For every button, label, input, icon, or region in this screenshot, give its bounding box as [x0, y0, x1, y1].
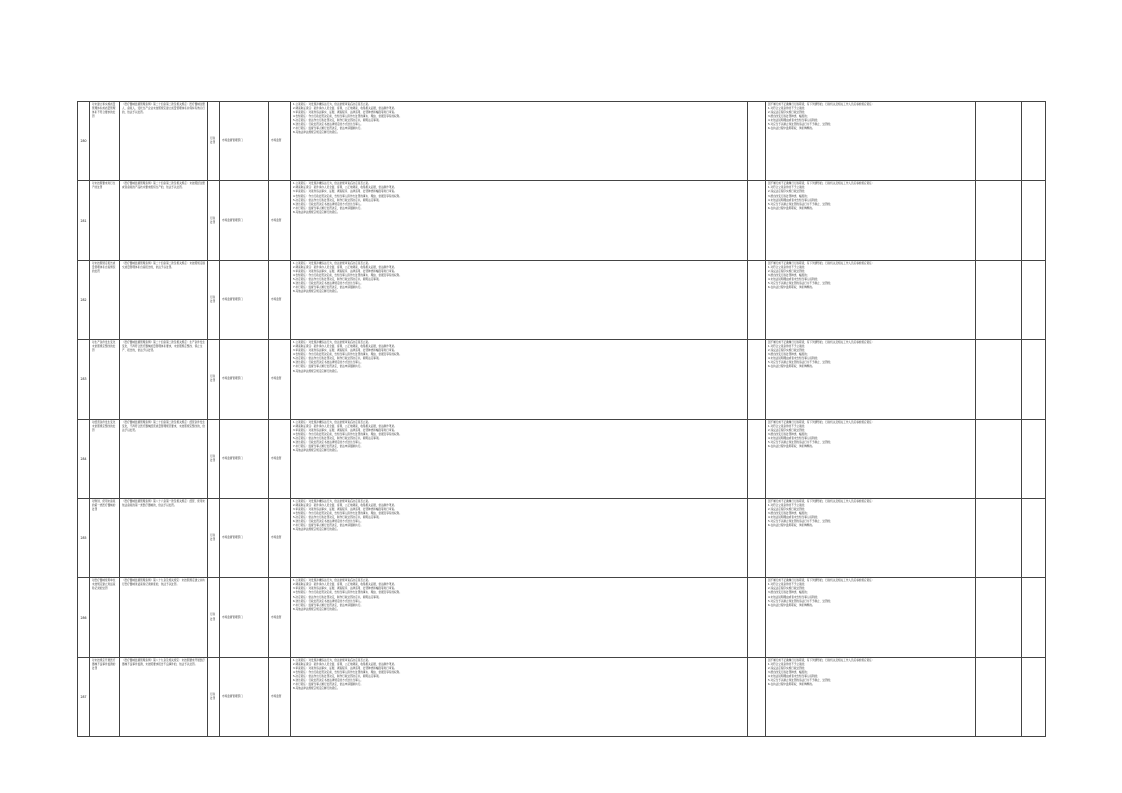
table-row	[78, 102, 1046, 181]
implementing-department	[220, 498, 269, 577]
responsibility-details-text: 1.立案责任：对发现涉嫌违法行为，依法依规审查后决定是否立案。 2.调查取证责任：案件承办人员全面、客观、公正地调查，收集相关证据，依法制作笔录。 3.审查责任：对案件违法事实、证据、调查程序、法律适用、处罚种类和幅度等进行审查。 4.告知责任：作出行政处罚决定前，告知当事人拟作出处罚的事实、理由、依据及享有的权利。 5.决定责任：依法作出行政处罚决定，制作行政处罚决定书，载明法定事项。 6.送达责任：行政处罚决定书按法律规定的方式送达当事人。 7.执行责任：监督当事人履行处罚决定，依法申请强制执行。 8.其他法律法规规章规定应履行的责任。	[293, 499, 402, 532]
spacer-cell	[748, 260, 766, 339]
accountability-details-text: 因不履行或不正确履行行政职责，有下列情形的，行政机关及相关工作人员应承担相应责任： 1.对符合立案条件的不予立案的； 2.违反法定程序实施行政处罚的； 3.擅自改变行政处罚种类、幅度的； 4.未依法说明理由或者未告知当事人权利的； 5.对应当予以制止和处罚的违法行为不予制止、处罚的； 6.在执法过程中滥用职权、徇私舞弊的。	[768, 261, 875, 290]
legal-basis	[120, 419, 208, 498]
item-name-text: 对未建立和实施质量管理体系或质量管理体系不符合要求的处罚	[92, 103, 116, 119]
responsibility-details-text: 1.立案责任：对发现涉嫌违法行为，依法依规审查后决定是否立案。 2.调查取证责任：案件承办人员全面、客观、公正地调查，收集相关证据，依法制作笔录。 3.审查责任：对案件违法事实、证据、调查程序、法律适用、处罚种类和幅度等进行审查。 4.告知责任：作出行政处罚决定前，告知当事人拟作出处罚的事实、理由、依据及享有的权利。 5.决定责任：依法作出行政处罚决定，制作行政处罚决定书，载明法定事项。 6.送达责任：行政处罚决定书按法律规定的方式送达当事人。 7.执行责任：监督当事人履行处罚决定，依法申请强制执行。 8.其他法律法规规章规定应履行的责任。	[293, 261, 402, 294]
item-category-text: 行政处罚	[210, 613, 216, 621]
implementing-department	[220, 657, 269, 736]
accountability-details	[766, 498, 976, 577]
spacer-cell	[748, 340, 766, 419]
extra-cell	[976, 260, 1022, 339]
item-category-text: 行政处罚	[210, 375, 216, 383]
responsibility-details	[291, 260, 748, 339]
legal-basis	[120, 498, 208, 577]
extra-cell	[976, 578, 1022, 657]
regulation-measure-text: 市场监管	[271, 139, 282, 143]
accountability-details-text: 因不履行或不正确履行行政职责，有下列情形的，行政机关及相关工作人员应承担相应责任： 1.对符合立案条件的不予立案的； 2.违反法定程序实施行政处罚的； 3.擅自改变行政处罚种类、幅度的； 4.未依法说明理由或者未告知当事人权利的； 5.对应当予以制止和处罚的违法行为不予制止、处罚的； 6.在执法过程中滥用职权、徇私舞弊的。	[768, 182, 875, 210]
item-category	[208, 498, 220, 577]
row-number	[78, 498, 90, 577]
remark-cell	[1022, 102, 1046, 181]
row-number-text: 283	[80, 377, 87, 382]
implementing-department	[220, 340, 269, 419]
table-row	[78, 498, 1046, 577]
item-category	[208, 102, 220, 181]
item-category	[208, 419, 220, 498]
item-name-text: 对医疗器械使用单位未按规定建立进货查验记录的处罚	[92, 579, 116, 591]
row-number-text: 284	[80, 456, 87, 461]
regulation-measure-text: 市场监管	[271, 218, 282, 222]
responsibility-details	[291, 340, 748, 419]
item-name	[90, 260, 120, 339]
item-name	[90, 419, 120, 498]
item-name	[90, 657, 120, 736]
implementing-department-text: 市场监督管理部门	[222, 615, 243, 619]
regulation-measure	[269, 419, 291, 498]
table-row	[78, 181, 1046, 260]
legal-basis-text: 《医疗器械监督管理条例》第二十四条第二款及相关规定：未按照规定提交质量管理体系自查报告的，依法予以处罚。	[122, 261, 205, 269]
item-name-text: 对未按照规定报告质量管理体系自查情况的处罚	[92, 261, 116, 273]
legal-basis	[120, 578, 208, 657]
table-row	[78, 578, 1046, 657]
implementing-department	[220, 419, 269, 498]
responsibility-table	[77, 101, 1046, 737]
row-number	[78, 419, 90, 498]
remark-cell	[1022, 498, 1046, 577]
item-category-text: 行政处罚	[210, 692, 216, 700]
accountability-details-text: 因不履行或不正确履行行政职责，有下列情形的，行政机关及相关工作人员应承担相应责任： 1.对符合立案条件的不予立案的； 2.违反法定程序实施行政处罚的； 3.擅自改变行政处罚种类、幅度的； 4.未依法说明理由或者未告知当事人权利的； 5.对应当予以制止和处罚的违法行为不予制止、处罚的； 6.在执法过程中滥用职权、徇私舞弊的。	[768, 103, 875, 131]
spacer-cell	[748, 102, 766, 181]
item-name-text: 对生产条件发生变化未依照规定整改的处罚	[92, 341, 116, 353]
row-number-text: 287	[80, 694, 87, 699]
accountability-details-text: 因不履行或不正确履行行政职责，有下列情形的，行政机关及相关工作人员应承担相应责任： 1.对符合立案条件的不予立案的； 2.违反法定程序实施行政处罚的； 3.擅自改变行政处罚种类、幅度的； 4.未依法说明理由或者未告知当事人权利的； 5.对应当予以制止和处罚的违法行为不予制止、处罚的； 6.在执法过程中滥用职权、徇私舞弊的。	[768, 579, 875, 607]
responsibility-details-text: 1.立案责任：对发现涉嫌违法行为，依法依规审查后决定是否立案。 2.调查取证责任：案件承办人员全面、客观、公正地调查，收集相关证据，依法制作笔录。 3.审查责任：对案件违法事实、证据、调查程序、法律适用、处罚种类和幅度等进行审查。 4.告知责任：作出行政处罚决定前，告知当事人拟作出处罚的事实、理由、依据及享有的权利。 5.决定责任：依法作出行政处罚决定，制作行政处罚决定书，载明法定事项。 6.送达责任：行政处罚决定书按法律规定的方式送达当事人。 7.执行责任：监督当事人履行处罚决定，依法申请强制执行。 8.其他法律法规规章规定应履行的责任。	[293, 103, 402, 135]
item-category	[208, 578, 220, 657]
responsibility-details	[291, 657, 748, 736]
extra-cell	[976, 181, 1022, 260]
implementing-department-text: 市场监督管理部门	[222, 297, 243, 301]
responsibility-details-text: 1.立案责任：对发现涉嫌违法行为，依法依规审查后决定是否立案。 2.调查取证责任：案件承办人员全面、客观、公正地调查，收集相关证据，依法制作笔录。 3.审查责任：对案件违法事实、证据、调查程序、法律适用、处罚种类和幅度等进行审查。 4.告知责任：作出行政处罚决定前，告知当事人拟作出处罚的事实、理由、依据及享有的权利。 5.决定责任：依法作出行政处罚决定，制作行政处罚决定书，载明法定事项。 6.送达责任：行政处罚决定书按法律规定的方式送达当事人。 7.执行责任：监督当事人履行处罚决定，依法申请强制执行。 8.其他法律法规规章规定应履行的责任。	[293, 341, 402, 373]
item-name	[90, 102, 120, 181]
item-category-text: 行政处罚	[210, 137, 216, 145]
item-category	[208, 340, 220, 419]
regulation-measure-text: 市场监管	[271, 694, 282, 698]
implementing-department	[220, 260, 269, 339]
responsibility-details-text: 1.立案责任：对发现涉嫌违法行为，依法依规审查后决定是否立案。 2.调查取证责任：案件承办人员全面、客观、公正地调查，收集相关证据，依法制作笔录。 3.审查责任：对案件违法事实、证据、调查程序、法律适用、处罚种类和幅度等进行审查。 4.告知责任：作出行政处罚决定前，告知当事人拟作出处罚的事实、理由、依据及享有的权利。 5.决定责任：依法作出行政处罚决定，制作行政处罚决定书，载明法定事项。 6.送达责任：行政处罚决定书按法律规定的方式送达当事人。 7.执行责任：监督当事人履行处罚决定，依法申请强制执行。 8.其他法律法规规章规定应履行的责任。	[293, 579, 402, 611]
item-name-text: 对未按照要求进行生产的处罚	[92, 182, 116, 190]
remark-cell	[1022, 260, 1046, 339]
accountability-details	[766, 578, 976, 657]
regulation-measure	[269, 102, 291, 181]
row-number	[78, 181, 90, 260]
row-number-text: 286	[80, 615, 87, 620]
table-row	[78, 340, 1046, 419]
spacer-cell	[748, 498, 766, 577]
regulation-measure	[269, 498, 291, 577]
accountability-details	[766, 181, 976, 260]
legal-basis	[120, 260, 208, 339]
implementing-department-text: 市场监督管理部门	[222, 218, 243, 222]
implementing-department	[220, 102, 269, 181]
row-number	[78, 260, 90, 339]
spacer-cell	[748, 578, 766, 657]
remark-cell	[1022, 419, 1046, 498]
row-number-text: 282	[80, 297, 87, 302]
extra-cell	[976, 498, 1022, 577]
legal-basis-text: 《医疗器械监督管理条例》第八十六条第一款及相关规定：经营、使用未依法备案的第一类医疗器械的，依法予以处罚。	[122, 499, 205, 507]
remark-cell	[1022, 657, 1046, 736]
implementing-department-text: 市场监督管理部门	[222, 694, 243, 698]
item-name	[90, 340, 120, 419]
regulation-measure-text: 市场监管	[271, 536, 282, 540]
remark-cell	[1022, 181, 1046, 260]
legal-basis-text: 《医疗器械监督管理条例》第八十九条及相关规定：未按照要求开展医疗器械不良事件监测，未按照要求报告不良事件的，依法予以处罚。	[122, 658, 205, 666]
accountability-details	[766, 657, 976, 736]
legal-basis-text: 《医疗器械监督管理条例》第八十九条及相关规定：未按照规定建立并执行医疗器械进货查验记录制度的，依法予以处罚。	[122, 579, 205, 587]
responsibility-details-text: 1.立案责任：对发现涉嫌违法行为，依法依规审查后决定是否立案。 2.调查取证责任：案件承办人员全面、客观、公正地调查，收集相关证据，依法制作笔录。 3.审查责任：对案件违法事实、证据、调查程序、法律适用、处罚种类和幅度等进行审查。 4.告知责任：作出行政处罚决定前，告知当事人拟作出处罚的事实、理由、依据及享有的权利。 5.决定责任：依法作出行政处罚决定，制作行政处罚决定书，载明法定事项。 6.送达责任：行政处罚决定书按法律规定的方式送达当事人。 7.执行责任：监督当事人履行处罚决定，依法申请强制执行。 8.其他法律法规规章规定应履行的责任。	[293, 420, 402, 452]
implementing-department-text: 市场监督管理部门	[222, 456, 243, 460]
item-name-text: 对购进、使用未备案的第一类医疗器械的处罚	[92, 499, 116, 512]
row-number-text: 280	[80, 139, 87, 144]
table-row	[78, 419, 1046, 498]
item-name-text: 对未按规定开展医疗器械不良事件监测的处罚	[92, 658, 116, 670]
regulation-measure-text: 市场监管	[271, 615, 282, 619]
remark-cell	[1022, 578, 1046, 657]
legal-basis	[120, 181, 208, 260]
regulation-measure-text: 市场监管	[271, 297, 282, 301]
row-number-text: 285	[80, 536, 87, 541]
accountability-details-text: 因不履行或不正确履行行政职责，有下列情形的，行政机关及相关工作人员应承担相应责任： 1.对符合立案条件的不予立案的； 2.违反法定程序实施行政处罚的； 3.擅自改变行政处罚种类、幅度的； 4.未依法说明理由或者未告知当事人权利的； 5.对应当予以制止和处罚的违法行为不予制止、处罚的； 6.在执法过程中滥用职权、徇私舞弊的。	[768, 658, 875, 687]
regulation-measure	[269, 340, 291, 419]
responsibility-details-text: 1.立案责任：对发现涉嫌违法行为，依法依规审查后决定是否立案。 2.调查取证责任：案件承办人员全面、客观、公正地调查，收集相关证据，依法制作笔录。 3.审查责任：对案件违法事实、证据、调查程序、法律适用、处罚种类和幅度等进行审查。 4.告知责任：作出行政处罚决定前，告知当事人拟作出处罚的事实、理由、依据及享有的权利。 5.决定责任：依法作出行政处罚决定，制作行政处罚决定书，载明法定事项。 6.送达责任：行政处罚决定书按法律规定的方式送达当事人。 7.执行责任：监督当事人履行处罚决定，依法申请强制执行。 8.其他法律法规规章规定应履行的责任。	[293, 182, 402, 214]
legal-basis	[120, 340, 208, 419]
implementing-department-text: 市场监督管理部门	[222, 377, 243, 381]
implementing-department-text: 市场监督管理部门	[222, 139, 243, 143]
regulation-measure-text: 市场监管	[271, 456, 282, 460]
item-category-text: 行政处罚	[210, 454, 216, 462]
extra-cell	[976, 102, 1022, 181]
row-number-text: 281	[80, 218, 87, 223]
spacer-cell	[748, 181, 766, 260]
row-number	[78, 102, 90, 181]
item-name	[90, 578, 120, 657]
accountability-details	[766, 340, 976, 419]
accountability-details-text: 因不履行或不正确履行行政职责，有下列情形的，行政机关及相关工作人员应承担相应责任： 1.对符合立案条件的不予立案的； 2.违反法定程序实施行政处罚的； 3.擅自改变行政处罚种类、幅度的； 4.未依法说明理由或者未告知当事人权利的； 5.对应当予以制止和处罚的违法行为不予制止、处罚的； 6.在执法过程中滥用职权、徇私舞弊的。	[768, 341, 875, 369]
legal-basis-text: 《医疗器械监督管理条例》第二十四条第二款及相关规定：生产条件发生变化、不再符合医疗器械质量管理体系要求，未依照规定整改、停止生产、报告的，依法予以处罚。	[122, 341, 205, 353]
item-name-text: 对经营条件发生变化未依照规定整改的处罚	[92, 420, 116, 432]
legal-basis-text: 《医疗器械监督管理条例》第二十四条第二款及相关规定：医疗器械注册人、备案人、受托生产企业未按照规定建立质量管理体系并保持有效运行的，依法予以处罚。	[122, 103, 205, 115]
table-row	[78, 260, 1046, 339]
extra-cell	[976, 340, 1022, 419]
legal-basis	[120, 102, 208, 181]
regulation-measure	[269, 657, 291, 736]
item-category	[208, 657, 220, 736]
implementing-department	[220, 181, 269, 260]
regulation-measure	[269, 181, 291, 260]
responsibility-details	[291, 419, 748, 498]
regulation-measure	[269, 260, 291, 339]
responsibility-details	[291, 578, 748, 657]
item-category	[208, 181, 220, 260]
extra-cell	[976, 419, 1022, 498]
item-category-text: 行政处罚	[210, 295, 216, 303]
regulation-measure-text: 市场监管	[271, 377, 282, 381]
accountability-details	[766, 260, 976, 339]
accountability-details	[766, 419, 976, 498]
row-number	[78, 657, 90, 736]
item-category	[208, 260, 220, 339]
item-name	[90, 181, 120, 260]
responsibility-details-text: 1.立案责任：对发现涉嫌违法行为，依法依规审查后决定是否立案。 2.调查取证责任：案件承办人员全面、客观、公正地调查，收集相关证据，依法制作笔录。 3.审查责任：对案件违法事实、证据、调查程序、法律适用、处罚种类和幅度等进行审查。 4.告知责任：作出行政处罚决定前，告知当事人拟作出处罚的事实、理由、依据及享有的权利。 5.决定责任：依法作出行政处罚决定，制作行政处罚决定书，载明法定事项。 6.送达责任：行政处罚决定书按法律规定的方式送达当事人。 7.执行责任：监督当事人履行处罚决定，依法申请强制执行。 8.其他法律法规规章规定应履行的责任。	[293, 658, 402, 691]
accountability-details-text: 因不履行或不正确履行行政职责，有下列情形的，行政机关及相关工作人员应承担相应责任： 1.对符合立案条件的不予立案的； 2.违反法定程序实施行政处罚的； 3.擅自改变行政处罚种类、幅度的； 4.未依法说明理由或者未告知当事人权利的； 5.对应当予以制止和处罚的违法行为不予制止、处罚的； 6.在执法过程中滥用职权、徇私舞弊的。	[768, 420, 875, 448]
regulation-measure	[269, 578, 291, 657]
legal-basis-text: 《医疗器械监督管理条例》第二十四条第二款及相关规定：经营条件发生变化，不再符合医疗器械经营质量管理规范要求，未按照规定整改的，依法予以处罚。	[122, 420, 205, 432]
row-number	[78, 340, 90, 419]
legal-basis-text: 《医疗器械监督管理条例》第二十四条第二款及相关规定：未按照经注册或者备案的产品技术要求组织生产的，依法予以处罚。	[122, 182, 205, 190]
responsibility-details	[291, 181, 748, 260]
table-row	[78, 657, 1046, 736]
legal-basis	[120, 657, 208, 736]
row-number	[78, 578, 90, 657]
accountability-details-text: 因不履行或不正确履行行政职责，有下列情形的，行政机关及相关工作人员应承担相应责任： 1.对符合立案条件的不予立案的； 2.违反法定程序实施行政处罚的； 3.擅自改变行政处罚种类、幅度的； 4.未依法说明理由或者未告知当事人权利的； 5.对应当予以制止和处罚的违法行为不予制止、处罚的； 6.在执法过程中滥用职权、徇私舞弊的。	[768, 499, 875, 528]
accountability-details	[766, 102, 976, 181]
table-body	[78, 102, 1046, 737]
spacer-cell	[748, 657, 766, 736]
implementing-department-text: 市场监督管理部门	[222, 536, 243, 540]
item-category-text: 行政处罚	[210, 216, 216, 224]
responsibility-details	[291, 498, 748, 577]
remark-cell	[1022, 340, 1046, 419]
item-name	[90, 498, 120, 577]
implementing-department	[220, 578, 269, 657]
item-category-text: 行政处罚	[210, 534, 216, 542]
spacer-cell	[748, 419, 766, 498]
responsibility-details	[291, 102, 748, 181]
extra-cell	[976, 657, 1022, 736]
